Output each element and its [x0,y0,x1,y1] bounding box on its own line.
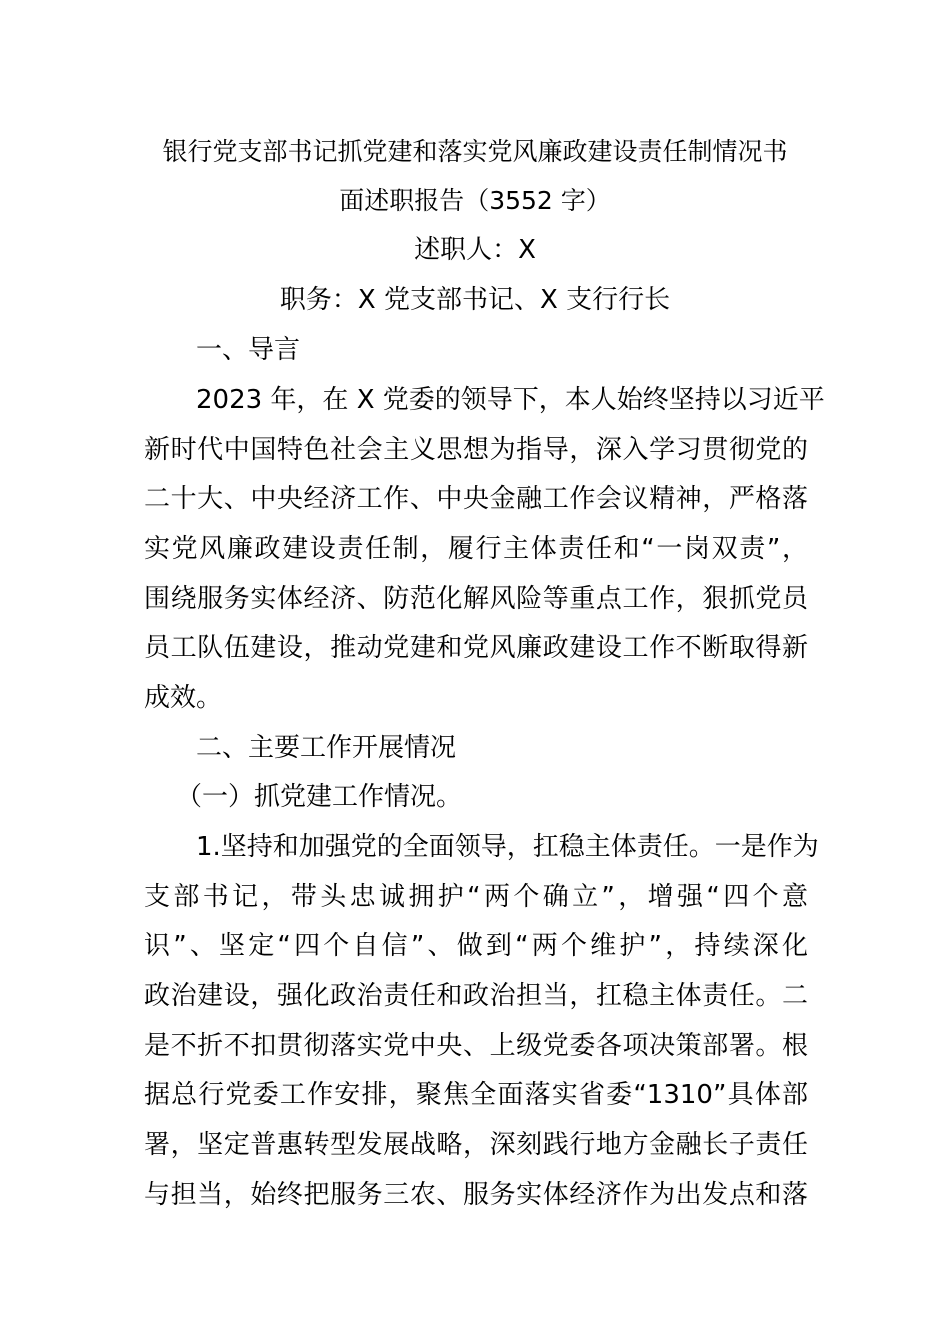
paragraph-line: 支部书记，带头忠诚拥护“两个确立”，增强“四个意 [144,882,808,912]
paragraph-line: 员工队伍建设，推动党建和党风廉政建设工作不断取得新 [144,633,808,663]
paragraph-line: 识”、坚定“四个自信”、做到“两个维护”，持续深化 [144,931,808,961]
position-line: 职务：X 党支部书记、X 支行行长 [279,285,671,315]
paragraph-line: 署，坚定普惠转型发展战略，深刻践行地方金融长子责任 [144,1130,808,1160]
section-heading-main-work: 二、主要工作开展情况 [196,733,457,763]
paragraph-line: 是不折不扣贯彻落实党中央、上级党委各项决策部署。根 [144,1031,808,1061]
paragraph-line: 新时代中国特色社会主义思想为指导，深入学习贯彻党的 [144,435,808,465]
paragraph-line: 与担当，始终把服务三农、服务实体经济作为出发点和落 [144,1180,808,1210]
paragraph-line: 政治建设，强化政治责任和政治担当，扛稳主体责任。二 [144,981,808,1011]
paragraph-line: 2023 年，在 X 党委的领导下，本人始终坚持以习近平 [196,385,825,415]
document-title-line-1: 银行党支部书记抓党建和落实党风廉政建设责任制情况书 [162,137,788,166]
paragraph-line: 1.坚持和加强党的全面领导，扛稳主体责任。一是作为 [196,832,819,862]
subsection-heading: （一）抓党建工作情况。 [176,782,463,812]
document-title-line-2: 面述职报告（3552 字） [339,186,611,215]
paragraph-line: 据总行党委工作安排，聚焦全面落实省委“1310”具体部 [144,1080,808,1110]
section-heading-introduction: 一、导言 [196,335,301,365]
paragraph-line: 实党风廉政建设责任制，履行主体责任和“一岗双责”， [144,534,808,564]
paragraph-line: 成效。 [144,683,223,713]
reporter-line: 述职人：X [414,235,536,265]
paragraph-line: 围绕服务实体经济、防范化解风险等重点工作，狠抓党员 [144,584,808,614]
paragraph-line: 二十大、中央经济工作、中央金融工作会议精神，严格落 [144,484,808,514]
